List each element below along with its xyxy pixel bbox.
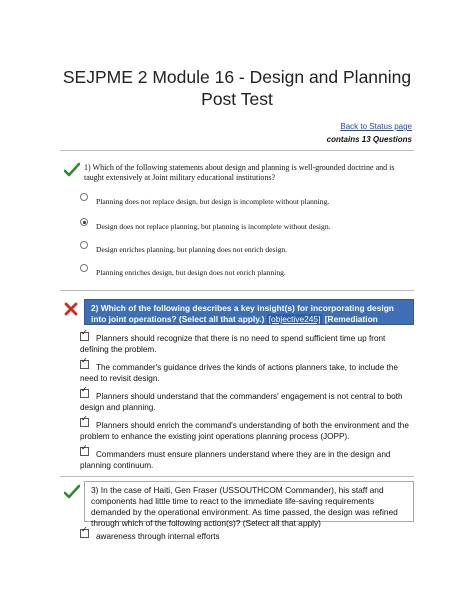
page-title-line-2: Post Test: [201, 89, 273, 109]
answer-text: Planners should understand that the commanders' engagement is not central to both design and planning.: [80, 392, 403, 412]
incorrect-x-icon: [63, 301, 79, 317]
divider: [60, 476, 414, 477]
radio-button-selected[interactable]: [80, 218, 88, 226]
radio-button[interactable]: [80, 264, 88, 272]
option-label: Planning enriches design, but design does not enrich planning.: [96, 268, 286, 277]
question-1-text: 1) Which of the following statements about design and planning is well-grounded doctrine and is taught extensively at Joint military educational institutions?: [84, 163, 395, 182]
back-to-status-link[interactable]: Back to Status page: [340, 122, 412, 131]
answer-text: Planners should enrich the command's understanding of both the environment and the problem to enhance the existing joint operations planning process (JOPP).: [80, 421, 409, 441]
q2-answer-5: [80, 449, 415, 471]
correct-check-icon: [64, 162, 80, 178]
divider: [60, 290, 414, 291]
question-3-text: 3) In the case of Haiti, Gen Fraser (USSOUTHCOM Commander), his staff and components had little time to react to the immediate life-saving requirements demanded by the operational environment. As time passed, the design was refined through which of the following action(s)? (Select all that apply): [91, 485, 398, 528]
page-title-line-1: SEJPME 2 Module 16 - Design and Planning: [62, 67, 412, 87]
q2-answer-3: [80, 391, 415, 413]
q3-answer-1: [80, 531, 415, 542]
option-label: Design does not replace planning, but planning is incomplete without design.: [96, 222, 331, 231]
answer-text: Planners should recognize that there is no need to spend sufficient time up front defining the problem.: [80, 334, 386, 354]
divider: [60, 150, 414, 151]
q2-answer-2: [80, 362, 415, 384]
radio-button[interactable]: [80, 193, 88, 201]
answer-text: The commander's guidance drives the kinds of actions planners take, to include the need to revisit design.: [80, 363, 398, 383]
correct-check-icon: [64, 484, 80, 500]
q2-answer-1: [80, 333, 415, 355]
option-label: Planning does not replace design, but design is incomplete without planning.: [96, 197, 330, 206]
radio-button[interactable]: [80, 241, 88, 249]
option-label: Design enriches planning, but planning does not enrich design.: [96, 245, 288, 254]
question-count: contains 13 Questions: [326, 135, 412, 144]
question-3-box: [84, 481, 414, 528]
question-2-text: 2) Which of the following describes a key insight(s) for incorporating design into joint operations? (Select all that apply.): [91, 303, 394, 324]
question-2-box: [84, 299, 414, 335]
q2-answer-4: [80, 420, 415, 442]
answer-text: Commanders must ensure planners understand where they are in the design and planning continuum.: [80, 450, 391, 470]
answer-text: awareness through internal efforts: [96, 532, 220, 541]
remediation-status: [Remediation Accessed :N]: [91, 314, 378, 335]
objective-link[interactable]: [objective245]: [268, 314, 321, 324]
